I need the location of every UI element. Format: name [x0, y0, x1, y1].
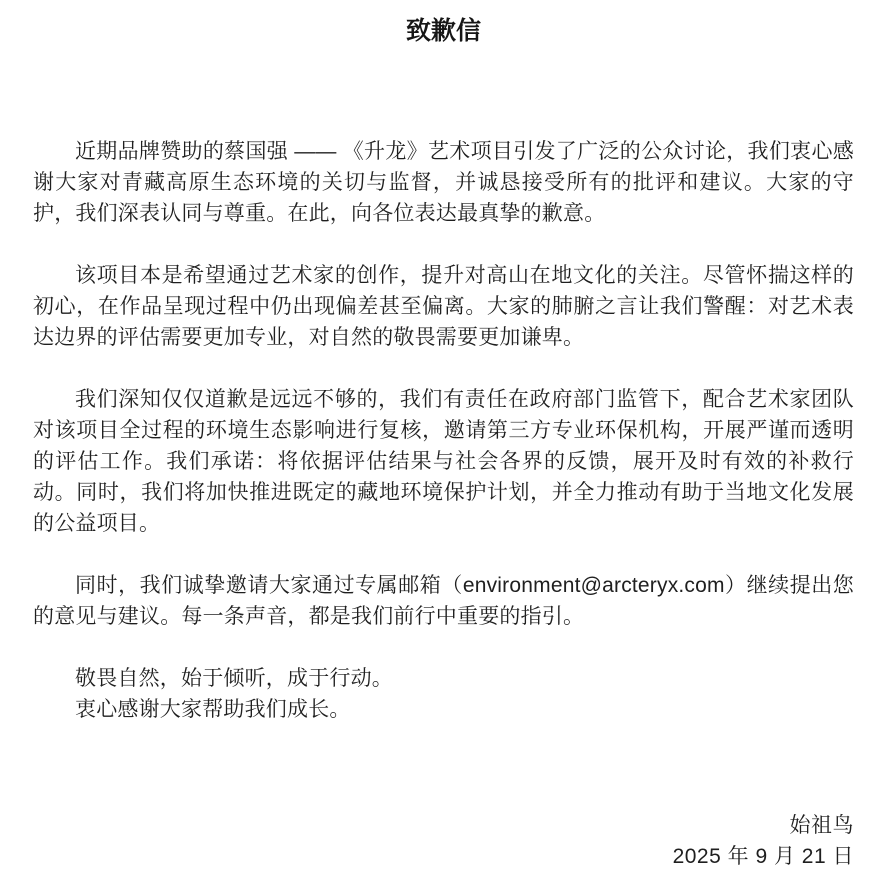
letter-paragraph-1: 近期品牌赞助的蔡国强 —— 《升龙》艺术项目引发了广泛的公众讨论，我们衷心感谢大家对青藏高原生态环境的关切与监督，并诚恳接受所有的批评和建议。大家的守护，我们深表认同与尊重。在此，向各位表达最真挚的歉意。: [33, 140, 854, 225]
signature-block: [33, 810, 854, 872]
letter-paragraph-2: 该项目本是希望通过艺术家的创作，提升对高山在地文化的关注。尽管怀揣这样的初心，在作品呈现过程中仍出现偏差甚至偏离。大家的肺腑之言让我们警醒：对艺术表达边界的评估需要更加专业，对自然的敬畏需要更加谦卑。: [33, 264, 854, 349]
signature-date: 2025 年 9 月 21 日: [672, 845, 854, 868]
letter-paragraph-3: 我们深知仅仅道歉是远远不够的，我们有责任在政府部门监管下，配合艺术家团队对该项目全过程的环境生态影响进行复核，邀请第三方专业环保机构，开展严谨而透明的评估工作。我们承诺：将依据评估结果与社会各界的反馈，展开及时有效的补救行动。同时，我们将加快推进既定的藏地环境保护计划，并全力推动有助于当地文化发展的公益项目。: [33, 388, 854, 535]
closing-line-2: 衷心感谢大家帮助我们成长。: [75, 698, 351, 721]
closing-block: [33, 663, 854, 725]
signature-name: 始祖鸟: [789, 814, 854, 837]
letter-title: 致歉信: [405, 17, 481, 45]
closing-line-1: 敬畏自然，始于倾听，成于行动。: [75, 667, 393, 690]
letter-paragraph-4: 同时，我们诚挚邀请大家通过专属邮箱（environment@arcteryx.com）继续提出您的意见与建议。每一条声音，都是我们前行中重要的指引。: [33, 574, 854, 628]
